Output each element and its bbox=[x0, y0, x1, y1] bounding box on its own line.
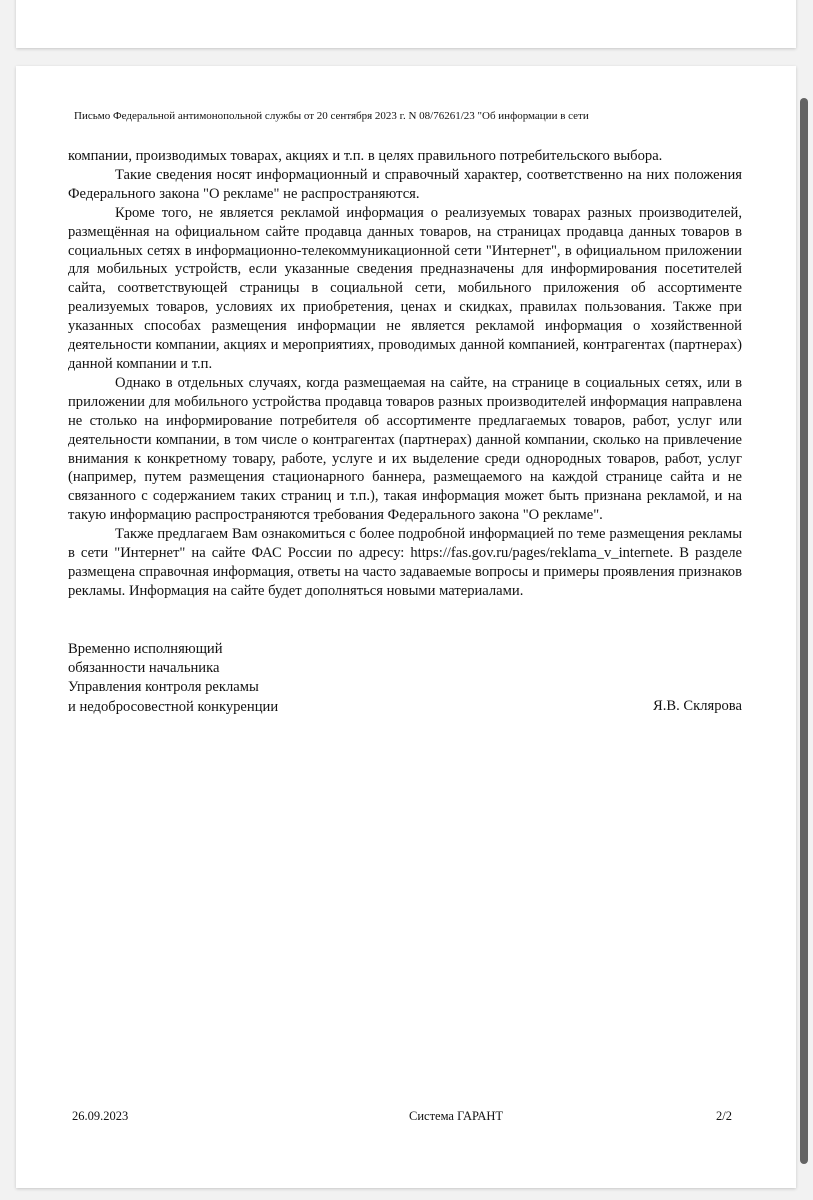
footer-system: Система ГАРАНТ bbox=[409, 1109, 504, 1123]
footer-date: 26.09.2023 bbox=[72, 1109, 129, 1123]
signature-title-line: обязанности начальника bbox=[68, 660, 220, 677]
document-page bbox=[16, 66, 796, 1188]
signature-title-line: Управления контроля рекламы bbox=[68, 679, 259, 696]
scrollbar-thumb[interactable] bbox=[800, 98, 808, 1164]
footer-page-number: 2/2 bbox=[716, 1109, 732, 1123]
paragraph: компании, производимых товарах, акциях и т.п. в целях правильного потребительского выбора. bbox=[68, 148, 663, 164]
paragraph: Кроме того, не является рекламой информация о реализуемых товарах разных производителей, размещённая на официальном сайте продавца данных товаров, на страницах продавца данных товаров в социальных сетях в информационно-телекоммуникационной сети "Интернет", в официальном приложении для мобильных устройств, если указанные сведения предназначены для информирования посетителей сайта, соответствующей страницы в социальной сети, мобильного приложения об ассортименте реализуемых товаров, условиях их приобретения, ценах и скидках, правилах пользования. Также при указанных способах размещения информации не является рекламой информация о хозяйственной деятельности компании, акциях и мероприятиях, проводимых данной компанией, контрагентах (партнерах) данной компании и т.п. bbox=[68, 204, 742, 372]
paragraph: Такие сведения носят информационный и справочный характер, соответственно на них положения Федерального закона "О рекламе" не распространяются. bbox=[68, 166, 742, 202]
paragraph: Также предлагаем Вам ознакомиться с более подробной информацией по теме размещения рекламы в сети "Интернет" на сайте ФАС России по адресу: https://fas.gov.ru/pages/reklama_v_internete. В разделе размещена справочная информация, ответы на часто задаваемые вопросы и примеры проявления признаков рекламы. Информация на сайте будет дополняться новыми материалами. bbox=[68, 526, 742, 599]
letter-body bbox=[68, 147, 742, 601]
signature-title-line: и недобросовестной конкуренции bbox=[68, 698, 279, 715]
signature-block bbox=[68, 640, 742, 717]
paragraph: Однако в отдельных случаях, когда размещаемая на сайте, на странице в социальных сетях, или в приложении для мобильного устройства продавца товаров разных производителей информация направлена не столько на информирование потребителя об ассортименте предлагаемых товаров, работ, услуг или деятельности компании, в том числе о контрагентах (партнерах) данной компании, сколько на привлечение внимания к конкретному товару, работе, услуге и их выделение среди однородных товаров, работ, услуг (например, путем размещения стационарного баннера, размещаемого на каждой странице сайта и не связанного с содержанием таких страниц и т.п.), такая информация может быть признана рекламой, и на такую информацию распространяются требования Федерального закона "О рекламе". bbox=[68, 374, 742, 524]
previous-page-bottom bbox=[16, 0, 796, 48]
page-header: Письмо Федеральной антимонопольной службы от 20 сентября 2023 г. N 08/76261/23 "Об информации в сети bbox=[74, 110, 589, 122]
signatory-name: Я.В. Склярова bbox=[652, 698, 742, 714]
signature-title-line: Временно исполняющий bbox=[68, 641, 223, 657]
